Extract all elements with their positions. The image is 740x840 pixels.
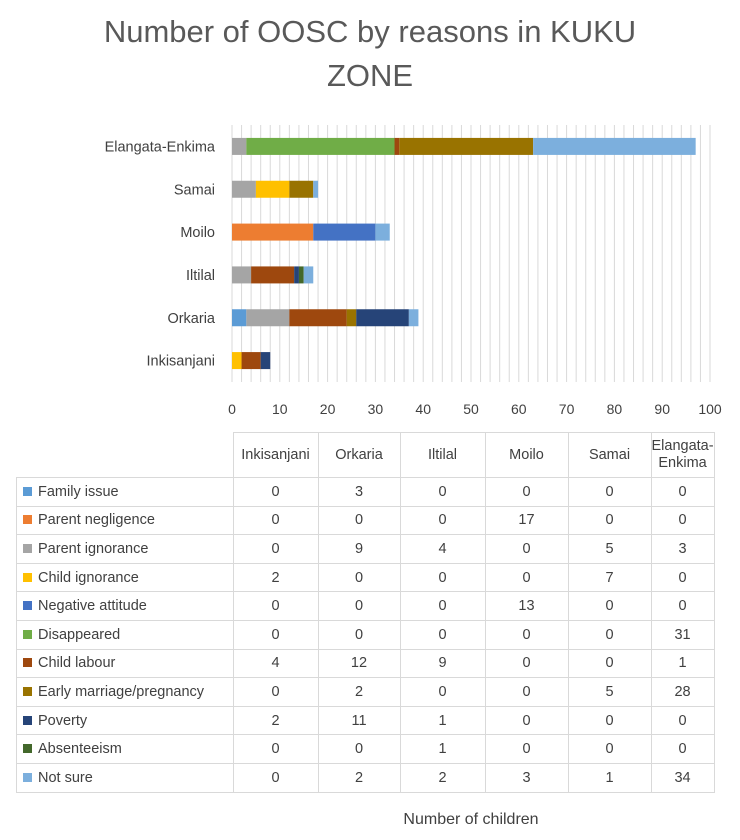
bar-segment — [261, 352, 271, 369]
series-name: Absenteeism — [38, 741, 122, 758]
bar-segment — [289, 309, 346, 326]
table-cell: 0 — [568, 620, 651, 649]
bar-segment — [356, 309, 409, 326]
series-name: Not sure — [38, 769, 93, 786]
legend-key — [23, 687, 32, 696]
table-cell: 0 — [651, 706, 714, 735]
table-cell: 0 — [233, 478, 318, 507]
table-cell: 0 — [400, 678, 485, 707]
table-row — [17, 735, 715, 764]
table-cell: 0 — [485, 678, 568, 707]
table-cell: 0 — [318, 563, 400, 592]
table-cell: 0 — [568, 478, 651, 507]
table-corner — [17, 433, 234, 478]
table-cell: 0 — [651, 478, 714, 507]
legend-key — [23, 658, 32, 667]
table-cell: 0 — [485, 649, 568, 678]
bar-segment — [232, 138, 246, 155]
table-row — [17, 506, 715, 535]
table-cell: 7 — [568, 563, 651, 592]
table-cell: 0 — [233, 763, 318, 792]
table-cell: 2 — [318, 763, 400, 792]
table-row — [17, 535, 715, 564]
table-cell: 3 — [651, 535, 714, 564]
table-cell: 0 — [233, 592, 318, 621]
legend-key — [23, 630, 32, 639]
x-tick-label: 0 — [228, 401, 236, 417]
table-cell: 1 — [568, 763, 651, 792]
gridlines — [232, 125, 710, 382]
bar-segment — [347, 309, 357, 326]
bar-segment — [232, 352, 242, 369]
legend-entry — [17, 563, 234, 592]
legend-entry — [17, 478, 234, 507]
table-cell: 31 — [651, 620, 714, 649]
bar-segment — [533, 138, 696, 155]
table-cell: 0 — [568, 506, 651, 535]
table-body — [17, 478, 715, 793]
table-cell: 17 — [485, 506, 568, 535]
bar-segment — [246, 138, 394, 155]
table-cell: 0 — [233, 506, 318, 535]
x-tick-label: 80 — [606, 401, 623, 417]
legend-entry — [17, 620, 234, 649]
series-name: Poverty — [38, 712, 88, 729]
bar-segment — [242, 352, 261, 369]
table-cell: 0 — [651, 563, 714, 592]
table-cell: 0 — [233, 735, 318, 764]
table-cell: 2 — [233, 563, 318, 592]
table-row — [17, 592, 715, 621]
bar-segment — [395, 138, 400, 155]
legend-entry — [17, 678, 234, 707]
table-row — [17, 763, 715, 792]
table-cell: 9 — [318, 535, 400, 564]
table-row — [17, 706, 715, 735]
legend-entry — [17, 735, 234, 764]
table-cell: 1 — [400, 706, 485, 735]
table-column-header: Inkisanjani — [233, 433, 318, 478]
series-name: Early marriage/pregnancy — [38, 683, 205, 700]
table-row — [17, 563, 715, 592]
table-cell: 13 — [485, 592, 568, 621]
category-label: Elangata-Enkima — [104, 139, 215, 156]
table-column-header: Iltilal — [400, 433, 485, 478]
x-tick-label: 50 — [463, 401, 479, 417]
bar-segment — [232, 309, 246, 326]
table-header-row — [17, 433, 715, 478]
table-cell: 4 — [400, 535, 485, 564]
legend-entry — [17, 535, 234, 564]
legend-key — [23, 744, 32, 753]
bar-segment — [256, 181, 289, 198]
category-label: Inkisanjani — [146, 353, 215, 370]
bar-segment — [251, 266, 294, 283]
table-cell: 0 — [233, 620, 318, 649]
table-cell: 4 — [233, 649, 318, 678]
table-column-header: Samai — [568, 433, 651, 478]
table-cell: 0 — [318, 735, 400, 764]
category-label: Orkaria — [167, 310, 215, 327]
table-cell: 0 — [400, 478, 485, 507]
legend-entry — [17, 592, 234, 621]
table-cell: 0 — [568, 649, 651, 678]
category-label: Moilo — [180, 225, 215, 242]
legend-key — [23, 601, 32, 610]
bar-segment — [409, 309, 419, 326]
x-tick-label: 100 — [698, 401, 722, 417]
table-cell: 2 — [400, 763, 485, 792]
table-cell: 0 — [485, 735, 568, 764]
table-cell: 3 — [485, 763, 568, 792]
table-cell: 0 — [568, 706, 651, 735]
table-cell: 0 — [400, 620, 485, 649]
legend-key — [23, 716, 32, 725]
category-label: Iltilal — [185, 267, 215, 284]
table-cell: 0 — [568, 735, 651, 764]
x-tick-label: 70 — [558, 401, 575, 417]
table-row — [17, 620, 715, 649]
legend-key — [23, 773, 32, 782]
table-cell: 0 — [485, 478, 568, 507]
table-cell: 0 — [485, 535, 568, 564]
x-axis-title: Number of children — [403, 811, 539, 828]
table-column-header: Elangata-Enkima — [651, 433, 714, 478]
bar-segment — [294, 266, 299, 283]
chart-title: Number of OOSC by reasons in KUKU ZONE — [103, 14, 637, 93]
table-cell: 1 — [651, 649, 714, 678]
table-cell: 1 — [400, 735, 485, 764]
bar-segment — [375, 224, 389, 241]
table-cell: 0 — [318, 506, 400, 535]
bar-segment — [313, 224, 375, 241]
table-cell: 0 — [318, 620, 400, 649]
table-cell: 3 — [318, 478, 400, 507]
legend-key — [23, 487, 32, 496]
x-tick-label: 40 — [415, 401, 431, 417]
bar-segment — [232, 181, 256, 198]
table-cell: 9 — [400, 649, 485, 678]
table-cell: 5 — [568, 535, 651, 564]
legend-entry — [17, 706, 234, 735]
bar-segment — [232, 266, 251, 283]
bar-segment — [246, 309, 289, 326]
table-cell: 12 — [318, 649, 400, 678]
table-cell: 0 — [400, 506, 485, 535]
table-cell: 0 — [233, 678, 318, 707]
series-name: Child ignorance — [38, 569, 139, 586]
table-column-header: Orkaria — [318, 433, 400, 478]
table-cell: 34 — [651, 763, 714, 792]
x-tick-label: 10 — [272, 401, 288, 417]
table-cell: 0 — [318, 592, 400, 621]
bar-segment — [232, 224, 313, 241]
table-column-header: Moilo — [485, 433, 568, 478]
bar-segment — [289, 181, 313, 198]
table-cell: 0 — [485, 706, 568, 735]
series-name: Parent ignorance — [38, 540, 149, 557]
table-cell: 11 — [318, 706, 400, 735]
table-cell: 2 — [318, 678, 400, 707]
series-name: Disappeared — [38, 626, 121, 643]
x-tick-label: 90 — [654, 401, 670, 417]
table-row — [17, 649, 715, 678]
category-label: Samai — [173, 182, 215, 199]
table-cell: 28 — [651, 678, 714, 707]
data-table — [16, 432, 715, 793]
series-name: Child labour — [38, 655, 116, 672]
bar-segment — [313, 181, 318, 198]
table-row — [17, 678, 715, 707]
bars — [232, 138, 696, 369]
legend-entry — [17, 506, 234, 535]
x-tick-label: 30 — [367, 401, 384, 417]
table-cell: 0 — [568, 592, 651, 621]
bar-segment — [399, 138, 533, 155]
series-name: Negative attitude — [38, 598, 147, 615]
series-name: Parent negligence — [38, 512, 155, 529]
bar-segment — [299, 266, 304, 283]
table-cell: 0 — [651, 592, 714, 621]
table-cell: 5 — [568, 678, 651, 707]
table-cell: 0 — [485, 563, 568, 592]
table-cell: 0 — [233, 535, 318, 564]
x-tick-label: 20 — [319, 401, 336, 417]
table-cell: 0 — [400, 563, 485, 592]
legend-key — [23, 573, 32, 582]
series-name: Family issue — [38, 483, 119, 500]
category-axis — [105, 139, 216, 369]
legend-entry — [17, 649, 234, 678]
table-cell: 0 — [400, 592, 485, 621]
x-tick-label: 60 — [511, 401, 527, 417]
table-cell: 0 — [651, 735, 714, 764]
table-row — [17, 478, 715, 507]
legend-entry — [17, 763, 234, 792]
table-cell: 2 — [233, 706, 318, 735]
value-axis — [228, 401, 722, 417]
bar-segment — [304, 266, 314, 283]
legend-key — [23, 544, 32, 553]
table-cell: 0 — [651, 506, 714, 535]
legend-key — [23, 515, 32, 524]
table-cell: 0 — [485, 620, 568, 649]
